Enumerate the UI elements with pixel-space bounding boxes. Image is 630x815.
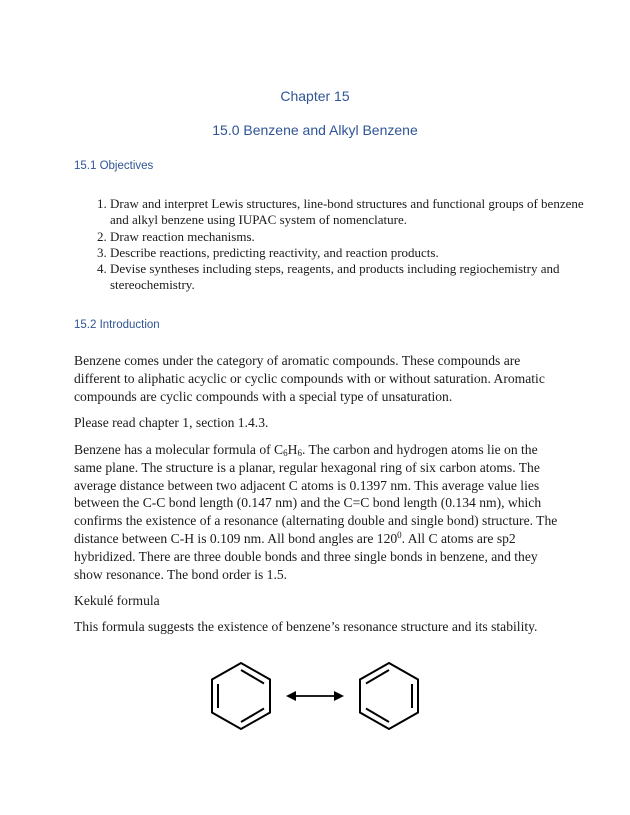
objectives-heading: 15.1 Objectives [74,160,154,172]
kekule-paragraph: This formula suggests the existence of benzene’s resonance structure and its stability. [74,619,538,634]
list-item: 1. Draw and interpret Lewis structures, line-bond structures and functional groups of benzene and alkyl benzene using IUPAC system of nomenclature. [110,196,590,229]
intro-paragraph: Benzene comes under the category of aromatic compounds. These compounds are different to aliphatic acyclic or cyclic compounds with or without saturation. Aromatic compounds are cyclic compounds with a special type of unsaturation. [74,353,545,404]
benzene-ring-left [212,663,270,729]
section-title: 15.0 Benzene and Alkyl Benzene [212,122,418,138]
paragraph-text: . All C atoms are sp2 hybridized. There are three double bonds and three single bonds in benzene, and they show resonance. The bond order is 1.5. [74,530,538,582]
list-item: 2. Draw reaction mechanisms. [110,229,590,245]
read-note: Please read chapter 1, section 1.4.3. [74,415,269,430]
benzene-ring-right [360,663,418,729]
structure-paragraph [74,441,564,583]
subscript: 6 [297,448,302,458]
kekule-resonance-figure [200,660,430,740]
list-item: 3. Describe reactions, predicting reactivity, and reaction products. [110,245,590,261]
paragraph-text: Benzene has a molecular formula of C [74,442,284,457]
chapter-title: Chapter 15 [280,88,350,104]
superscript: 0 [397,529,402,540]
kekule-heading: Kekulé formula [74,593,160,608]
paragraph-text: . The carbon and hydrogen atoms lie on the same plane. The structure is a planar, regular hexagonal ring of six carbon atoms. The average distance between two adjacent C atoms is 0.1397 nm. This average value lies between the C-C bond length (0.147 nm) and the C=C bond length (0.134 nm), which confirms the existence of a resonance (alternating double and single bond) structure. The distance between C-H is 0.109 nm. All bond angles are 120 [74,442,558,546]
objectives-list [74,196,590,294]
paragraph-text: H [287,442,298,457]
introduction-heading: 15.2 Introduction [74,319,160,331]
list-item: 4. Devise syntheses including steps, reagents, and products including regiochemistry and stereochemistry. [110,261,590,294]
subscript: 6 [283,448,288,458]
resonance-arrow [286,691,344,701]
